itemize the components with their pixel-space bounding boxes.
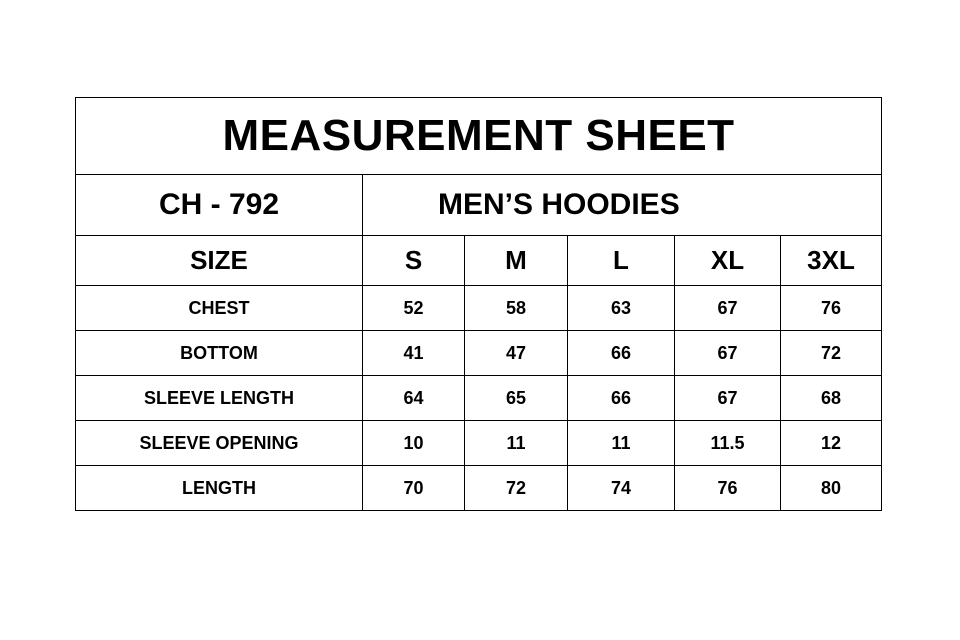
row-label: BOTTOM (76, 331, 363, 376)
measurement-cell: 72 (781, 331, 882, 376)
measurement-cell: 68 (781, 376, 882, 421)
measurement-cell: 10 (363, 421, 465, 466)
size-header-row (76, 236, 882, 286)
table-row (76, 466, 882, 511)
measurement-cell: 41 (363, 331, 465, 376)
measurement-cell: 67 (675, 376, 781, 421)
measurement-cell: 11 (465, 421, 568, 466)
measurement-table (75, 97, 882, 511)
measurement-cell: 52 (363, 286, 465, 331)
measurement-cell: 67 (675, 286, 781, 331)
measurement-cell: 70 (363, 466, 465, 511)
measurement-cell: 66 (568, 331, 675, 376)
table-row (76, 331, 882, 376)
measurement-cell: 66 (568, 376, 675, 421)
measurement-cell: 12 (781, 421, 882, 466)
table-row (76, 421, 882, 466)
row-label: SLEEVE LENGTH (76, 376, 363, 421)
style-code: CH - 792 (76, 175, 363, 236)
size-header: XL (675, 236, 781, 286)
measurement-cell: 80 (781, 466, 882, 511)
row-label: LENGTH (76, 466, 363, 511)
measurement-cell: 11.5 (675, 421, 781, 466)
measurement-cell: 58 (465, 286, 568, 331)
product-name: MEN’S HOODIES (363, 175, 882, 236)
row-label: SLEEVE OPENING (76, 421, 363, 466)
measurement-cell: 63 (568, 286, 675, 331)
measurement-cell: 76 (675, 466, 781, 511)
measurement-cell: 74 (568, 466, 675, 511)
row-label: CHEST (76, 286, 363, 331)
measurement-cell: 64 (363, 376, 465, 421)
measurement-cell: 76 (781, 286, 882, 331)
measurement-cell: 11 (568, 421, 675, 466)
size-header: M (465, 236, 568, 286)
size-header: L (568, 236, 675, 286)
size-header: 3XL (781, 236, 882, 286)
measurement-cell: 67 (675, 331, 781, 376)
table-row (76, 286, 882, 331)
measurement-cell: 65 (465, 376, 568, 421)
measurement-cell: 47 (465, 331, 568, 376)
table-row (76, 376, 882, 421)
measurement-cell: 72 (465, 466, 568, 511)
size-header: S (363, 236, 465, 286)
size-header-label: SIZE (76, 236, 363, 286)
sheet-title: MEASUREMENT SHEET (76, 98, 882, 175)
